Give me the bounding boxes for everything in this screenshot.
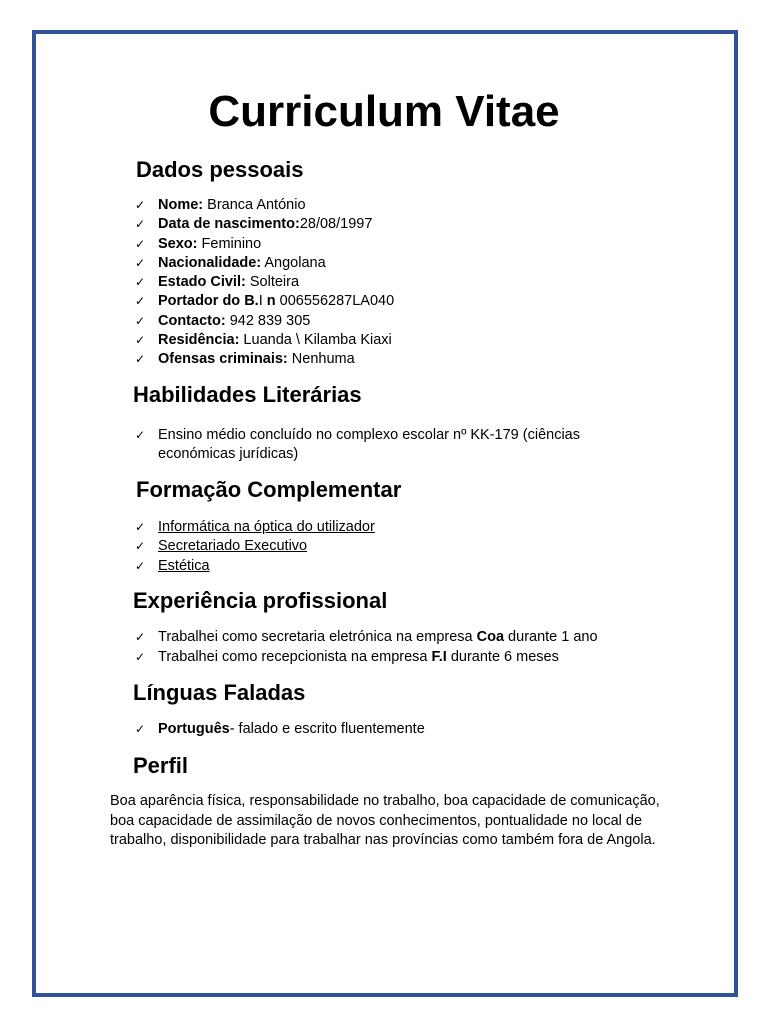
list-item [135, 426, 635, 465]
checkmark-icon: ✓ [135, 650, 146, 665]
field-value: 28/08/1997 [299, 216, 373, 233]
training-list [135, 518, 695, 576]
list-item [135, 235, 695, 254]
field-label: Portador do B. [158, 293, 259, 310]
experience-list [135, 628, 715, 668]
list-item [135, 628, 715, 647]
checkmark-icon: ✓ [135, 313, 146, 328]
item-text: durante 1 ano [504, 629, 598, 645]
item-text: Secretariado Executivo [158, 538, 308, 555]
field-label: Nome: [158, 197, 204, 213]
field-label: Sexo: [158, 235, 198, 252]
checkmark-icon: ✓ [135, 333, 146, 348]
section-heading-languages: Línguas Faladas [133, 680, 306, 705]
field-label-mid: I [258, 293, 267, 310]
list-item [135, 557, 695, 576]
section-heading-profile: Perfil [133, 753, 189, 778]
field-value: Branca António [203, 197, 306, 213]
item-text: durante 6 meses [446, 649, 559, 666]
checkmark-icon: ✓ [135, 428, 146, 442]
list-item [135, 254, 695, 273]
checkmark-icon: ✓ [135, 558, 146, 573]
item-text: Informática na óptica do utilizador [158, 519, 375, 535]
item-text: Trabalhei como secretaria eletrónica na empresa [158, 629, 477, 645]
list-item [135, 720, 695, 739]
field-label: Residência: [158, 332, 240, 349]
section-heading-experience: Experiência profissional [133, 588, 388, 613]
list-item [135, 350, 695, 369]
item-text: - falado e escrito fluentemente [229, 721, 425, 737]
checkmark-icon: ✓ [135, 520, 146, 534]
company-name: Coa [476, 629, 505, 645]
personal-list [135, 196, 695, 370]
field-label: Estado Civil: [158, 274, 246, 291]
language-name: Português [158, 721, 230, 737]
field-value: Nenhuma [287, 351, 355, 368]
list-item [135, 215, 695, 234]
checkmark-icon: ✓ [135, 352, 146, 367]
checkmark-icon: ✓ [135, 236, 146, 251]
checkmark-icon: ✓ [135, 630, 146, 644]
item-text: Trabalhei como recepcionista na empresa [158, 649, 432, 666]
field-label: Ofensas criminais: [158, 351, 288, 368]
field-label: n [266, 293, 276, 310]
section-heading-personal: Dados pessoais [136, 157, 304, 182]
checkmark-icon: ✓ [135, 722, 146, 736]
list-item [135, 196, 695, 215]
checkmark-icon: ✓ [135, 294, 146, 309]
list-item [135, 648, 715, 667]
checkmark-icon: ✓ [135, 275, 146, 290]
item-text: Ensino médio concluído no complexo escolar nº KK-179 (ciências económicas jurídicas) [158, 427, 580, 463]
field-value: Solteira [245, 274, 300, 291]
field-value: 942 839 305 [225, 312, 311, 329]
section-heading-literary: Habilidades Literárias [133, 382, 362, 407]
checkmark-icon: ✓ [135, 539, 146, 554]
field-label: Data de nascimento: [158, 216, 300, 233]
field-value: 006556287LA040 [275, 293, 395, 310]
item-text: Estética [158, 557, 210, 574]
literary-list [135, 426, 635, 465]
field-value: Feminino [197, 235, 262, 252]
list-item [135, 537, 695, 556]
company-name: F.I [431, 649, 447, 666]
profile-text: Boa aparência física, responsabilidade no trabalho, boa capacidade de comunicação, boa capacidade de assimilação de novos conhecimentos, pontualidade no local de trabalho, disponibilidade para trabalhar nas províncias como também fora de Angola. [110, 793, 660, 848]
list-item [135, 273, 695, 292]
checkmark-icon: ✓ [135, 217, 146, 232]
section-heading-training: Formação Complementar [136, 477, 402, 502]
languages-list [135, 720, 695, 739]
list-item [135, 292, 695, 311]
field-label: Contacto: [158, 312, 226, 329]
list-item [135, 312, 695, 331]
checkmark-icon: ✓ [135, 255, 146, 270]
checkmark-icon: ✓ [135, 198, 146, 212]
field-value: Angolana [261, 254, 326, 271]
document-title: Curriculum Vitae [208, 87, 560, 136]
list-item [135, 331, 695, 350]
field-label: Nacionalidade: [158, 254, 262, 271]
list-item [135, 518, 695, 537]
field-value: Luanda \ Kilamba Kiaxi [239, 332, 392, 349]
